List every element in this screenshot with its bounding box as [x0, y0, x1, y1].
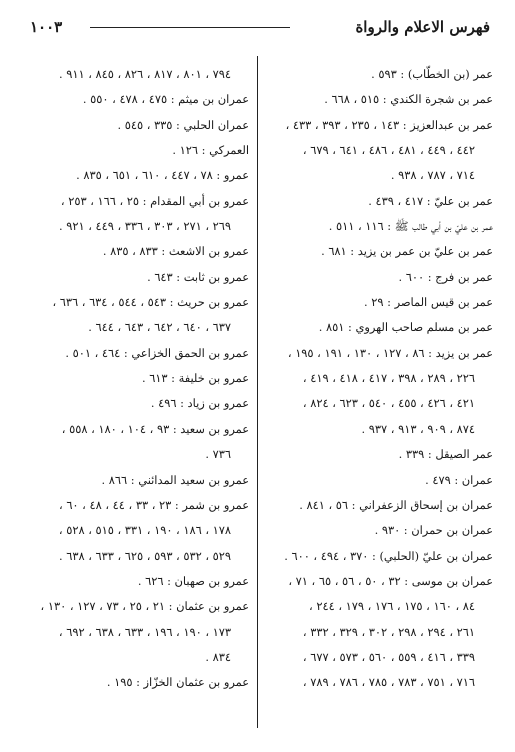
index-entry: عمرو بن عثمان الخزّاز : ١٩٥ .: [106, 675, 249, 690]
index-entry: عمر (بن الخطّاب) : ٥٩٣ .: [371, 67, 493, 81]
index-entry: عمر بن عليّ : ٤١٧ ، ٤٣٩ .: [368, 193, 493, 208]
index-entry: عمر بن يزيد : ٨٦ ، ١٢٧ ، ١٣٠ ، ١٩١ ، ١٩٥ ،: [287, 345, 493, 360]
index-entry-continuation: ٦٣٧ ، ٦٤٠ ، ٦٤٢ ، ٦٤٣ ، ٦٤٤ .: [88, 320, 231, 335]
index-entry-continuation: ٥٢٩ ، ٥٣٢ ، ٥٩٣ ، ٦٢٥ ، ٦٣٣ ، ٦٣٨ .: [58, 548, 231, 563]
index-entry: عمر بن فرج : ٦٠٠ .: [398, 269, 493, 284]
index-entry-continuation: ٨٤ ، ١٦٠ ، ١٧٥ ، ١٧٦ ، ١٧٩ ، ٢٤٤ ،: [309, 599, 475, 614]
index-entry: عمرو بن حريث : ٥٤٣ ، ٥٤٤ ، ٦٣٤ ، ٦٣٦ ،: [52, 295, 249, 310]
index-entry: عمرو بن شمر : ٢٣ ، ٣٣ ، ٤٤ ، ٤٨ ، ٦٠ ،: [59, 497, 249, 512]
index-entry-continuation: ٢٦٩ ، ٢٧١ ، ٣٠٣ ، ٣٣٦ ، ٤٤٩ ، ٩٢١ .: [58, 219, 231, 234]
index-entry: عمر بن مسلم صاحب الهروي : ٨٥١ .: [318, 320, 493, 335]
index-entry: عمرو بن صهبان : ٦٢٦ .: [137, 573, 249, 588]
index-entry: عمرو : ٧٨ ، ٤٤٧ ، ٦١٠ ، ٦٥١ ، ٨٣٥ .: [76, 168, 249, 183]
index-entry: عمرو بن سعيد : ٩٣ ، ١٠٤ ، ١٨٠ ، ٥٥٨ ،: [61, 421, 249, 436]
index-entry-continuation: ٤٢١ ، ٤٢٦ ، ٤٥٥ ، ٥٤٠ ، ٦٢٣ ، ٨٢٤ ،: [302, 396, 475, 411]
index-entry-continuation: ٧٩٤ ، ٨٠١ ، ٨١٧ ، ٨٢٦ ، ٨٤٥ ، ٩١١ .: [58, 67, 231, 81]
index-entry-continuation: ٨٣٤ .: [205, 649, 231, 664]
index-entry: العمركي : ١٢٦ .: [172, 143, 249, 158]
index-entry: عمران بن حمران : ٩٣٠ .: [374, 523, 493, 538]
index-column-right: [269, 62, 493, 696]
page-number: ١٠٠٣: [30, 18, 63, 36]
index-entry: عمران بن عليّ (الحلبي) : ٣٧٠ ، ٤٩٤ ، ٦٠٠ .: [284, 548, 493, 563]
index-entry-continuation: ١٧٣ ، ١٩٠ ، ١٩٦ ، ٦٣٣ ، ٦٣٨ ، ٦٩٢ ،: [58, 624, 231, 639]
index-entry: عمر بن شجرة الكندي : ٥١٥ ، ٦٦٨ .: [324, 92, 493, 107]
index-entry-continuation: ٧١٤ ، ٧٨٧ ، ٩٣٨ .: [390, 168, 475, 183]
index-entry-continuation: ٢٢٦ ، ٢٨٩ ، ٣٩٨ ، ٤١٧ ، ٤١٨ ، ٤١٩ ،: [302, 371, 475, 386]
index-entry-continuation: ٨٧٤ ، ٩٠٩ ، ٩١٣ ، ٩٣٧ .: [361, 421, 475, 436]
index-entry-continuation: ٣٣٩ ، ٤١٦ ، ٥٥٩ ، ٥٦٠ ، ٥٧٣ ، ٦٧٧ ،: [302, 649, 475, 664]
index-column-left: [25, 62, 249, 696]
column-divider: [257, 56, 258, 728]
index-entry-continuation: ٧١٦ ، ٧٥١ ، ٧٨٣ ، ٧٨٥ ، ٧٨٦ ، ٧٨٩ ،: [302, 675, 475, 690]
index-entry: عمر بن عليّ بن عمر بن يزيد : ٦٨١ .: [321, 244, 493, 259]
index-entry: عمران بن موسى : ٣٢ ، ٥٠ ، ٥٦ ، ٦٥ ، ٧١ ،: [288, 573, 493, 588]
header-rule: [90, 27, 290, 28]
running-title: فهرس الاعلام والرواة: [355, 18, 490, 36]
index-entry: عمرو بن عثمان : ٢١ ، ٢٥ ، ٧٣ ، ١٢٧ ، ١٣٠ ،: [40, 599, 249, 614]
index-entry: عمران الحلبي : ٣٣٥ ، ٥٤٥ .: [117, 117, 249, 132]
index-entry: عمرو بن زياد : ٤٩٦ .: [150, 396, 249, 411]
index-entry: عمران : ٤٧٩ .: [425, 472, 493, 487]
page-header: [30, 16, 490, 40]
index-entry: عمرو بن أبي المقدام : ٢٥ ، ١٦٦ ، ٢٥٣ ،: [60, 193, 249, 208]
index-entry: عمرو بن الحمق الخزاعي : ٤٦٤ ، ٥٠١ .: [65, 345, 249, 360]
index-entry: عمرو بن الاشعث : ٨٣٣ ، ٨٣٥ .: [102, 244, 249, 259]
index-entry: عمر بن قيس الماصر : ٢٩ .: [363, 295, 493, 310]
index-entry: عمران بن إسحاق الزعفراني : ٥٦ ، ٨٤١ .: [299, 497, 493, 512]
index-entry: عمر بن عليّ بن أبي طالب ﷺ : ١١٦ ، ٥١١ .: [328, 219, 493, 234]
index-entry: عمرو بن ثابت : ٦٤٣ .: [147, 269, 249, 284]
index-entry-continuation: ١٧٨ ، ١٨٦ ، ١٩٠ ، ٣٣١ ، ٥١٥ ، ٥٢٨ ،: [58, 523, 231, 538]
index-entry: عمر بن عبدالعزيز : ١٤٣ ، ٢٣٥ ، ٣٩٣ ، ٤٣٣ ،: [285, 117, 493, 132]
index-entry: عمرو بن خليفة : ٦١٣ .: [141, 371, 249, 386]
index-entry: عمرو بن سعيد المدائني : ٨٦٦ .: [101, 472, 249, 487]
index-entry: عمر الصيقل : ٣٣٩ .: [398, 447, 493, 462]
index-entry-continuation: ٧٣٦ .: [205, 447, 231, 462]
index-entry-continuation: ٤٤٢ ، ٤٤٩ ، ٤٨١ ، ٤٨٦ ، ٦٤١ ، ٦٧٩ ،: [302, 143, 475, 158]
index-entry-continuation: ٢٦١ ، ٢٩٤ ، ٢٩٨ ، ٣٠٢ ، ٣٢٩ ، ٣٣٢ ،: [302, 624, 475, 639]
index-entry: عمران بن ميثم : ٤٧٥ ، ٤٧٨ ، ٥٥٠ .: [82, 92, 249, 107]
